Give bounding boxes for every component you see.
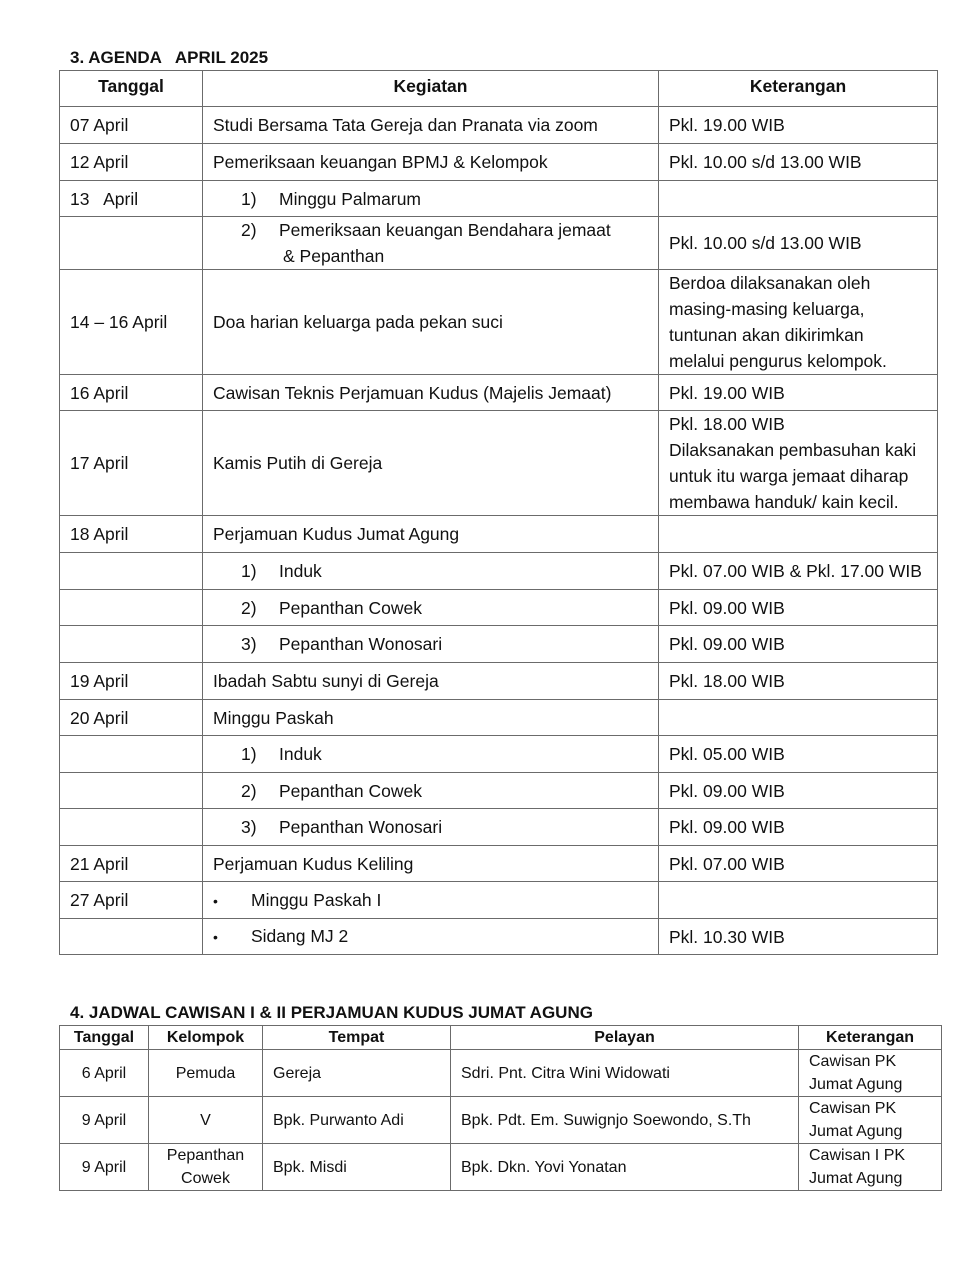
table-row xyxy=(60,1097,942,1144)
cell-kegiatan: Perjamuan Kudus Jumat Agung xyxy=(203,516,659,553)
cell-kegiatan xyxy=(203,809,659,846)
header-tanggal: Tanggal xyxy=(60,1026,149,1050)
header-pelayan: Pelayan xyxy=(451,1026,799,1050)
header-keterangan: Keterangan xyxy=(659,71,938,107)
list-text: Pemeriksaan keuangan Bendahara jemaat xyxy=(279,220,611,240)
table-row xyxy=(60,736,938,773)
cawisan-section-title: 4. JADWAL CAWISAN I & II PERJAMUAN KUDUS JUMAT AGUNG xyxy=(70,1003,593,1022)
keterangan-line: Dilaksanakan pembasuhan kaki xyxy=(669,440,917,460)
cell-kegiatan: Perjamuan Kudus Keliling xyxy=(203,846,659,882)
cell-kegiatan xyxy=(203,181,659,217)
cell-tanggal: 21 April xyxy=(60,846,203,882)
cawisan-table xyxy=(59,1025,942,1191)
cell-tanggal xyxy=(60,553,203,590)
cell-kegiatan: Doa harian keluarga pada pekan suci xyxy=(203,270,659,375)
cell-keterangan: Pkl. 10.00 s/d 13.00 WIB xyxy=(659,217,938,270)
cell-tanggal: 19 April xyxy=(60,663,203,700)
list-number: 2) xyxy=(241,780,257,801)
cell-pelayan: Bpk. Dkn. Yovi Yonatan xyxy=(451,1144,799,1191)
cell-tanggal xyxy=(60,217,203,270)
cell-pelayan: Bpk. Pdt. Em. Suwignjo Soewondo, S.Th xyxy=(451,1097,799,1144)
cell-kegiatan xyxy=(203,773,659,809)
cell-kegiatan: Ibadah Sabtu sunyi di Gereja xyxy=(203,663,659,700)
cell-keterangan: Pkl. 19.00 WIB xyxy=(659,107,938,144)
header-keterangan: Keterangan xyxy=(799,1026,942,1050)
table-row xyxy=(60,181,938,217)
cell-keterangan: Pkl. 10.30 WIB xyxy=(659,919,938,955)
cell-tanggal: 13 April xyxy=(60,181,203,217)
keterangan-line: Jumat Agung xyxy=(809,1076,903,1093)
table-row xyxy=(60,919,938,955)
cell-pelayan: Sdri. Pnt. Citra Wini Widowati xyxy=(451,1050,799,1097)
keterangan-line: tuntunan akan dikirimkan xyxy=(669,325,864,345)
table-row xyxy=(60,1050,942,1097)
cell-tanggal: 20 April xyxy=(60,700,203,736)
cell-kegiatan xyxy=(203,736,659,773)
bullet-icon: • xyxy=(213,892,218,909)
cell-keterangan xyxy=(799,1144,942,1191)
list-text: Sidang MJ 2 xyxy=(251,926,349,946)
keterangan-line: Cawisan PK xyxy=(809,1100,897,1117)
cell-tanggal: 17 April xyxy=(60,411,203,516)
table-row xyxy=(60,846,938,882)
cell-keterangan: Pkl. 18.00 WIB xyxy=(659,663,938,700)
list-text: Induk xyxy=(279,744,322,764)
cawisan-header-row xyxy=(60,1026,942,1050)
cell-kegiatan xyxy=(203,590,659,626)
cell-tanggal: 07 April xyxy=(60,107,203,144)
table-row xyxy=(60,107,938,144)
kelompok-line: Pepanthan xyxy=(166,1147,245,1164)
cell-tempat: Bpk. Purwanto Adi xyxy=(263,1097,451,1144)
list-text: Pepanthan Cowek xyxy=(279,597,423,618)
cell-keterangan: Pkl. 07.00 WIB & Pkl. 17.00 WIB xyxy=(659,553,938,590)
cell-kegiatan: Minggu Paskah xyxy=(203,700,659,736)
keterangan-line: Cawisan PK xyxy=(809,1053,897,1070)
cell-tanggal: 12 April xyxy=(60,144,203,181)
table-row xyxy=(60,144,938,181)
cell-keterangan xyxy=(799,1050,942,1097)
cell-tanggal: 27 April xyxy=(60,882,203,919)
table-row xyxy=(60,217,938,270)
table-row xyxy=(60,590,938,626)
cell-keterangan: Pkl. 10.00 s/d 13.00 WIB xyxy=(659,144,938,181)
cell-kegiatan xyxy=(203,626,659,663)
cell-tanggal: 18 April xyxy=(60,516,203,553)
table-row xyxy=(60,516,938,553)
table-row xyxy=(60,882,938,919)
header-tanggal: Tanggal xyxy=(60,71,203,107)
cell-tanggal xyxy=(60,919,203,955)
keterangan-line: melalui pengurus kelompok. xyxy=(669,351,887,371)
cell-keterangan: Pkl. 19.00 WIB xyxy=(659,375,938,411)
table-row xyxy=(60,270,938,375)
cell-kegiatan xyxy=(203,882,659,919)
bullet-icon: • xyxy=(213,929,218,945)
agenda-header-row xyxy=(60,71,938,107)
table-row xyxy=(60,773,938,809)
cell-keterangan xyxy=(659,181,938,217)
list-number: 1) xyxy=(241,561,257,581)
header-tempat: Tempat xyxy=(263,1026,451,1050)
cell-keterangan: Pkl. 09.00 WIB xyxy=(659,626,938,663)
list-text: Pepanthan Wonosari xyxy=(279,634,443,654)
cell-tanggal: 14 – 16 April xyxy=(60,270,203,375)
list-text: Minggu Palmarum xyxy=(279,188,421,209)
list-number: 1) xyxy=(241,188,257,209)
cell-keterangan xyxy=(659,411,938,516)
list-number: 1) xyxy=(241,744,257,764)
cell-kelompok: V xyxy=(149,1097,263,1144)
cell-tanggal xyxy=(60,590,203,626)
cell-tanggal xyxy=(60,809,203,846)
cell-kegiatan: Kamis Putih di Gereja xyxy=(203,411,659,516)
cell-kelompok: Pemuda xyxy=(149,1050,263,1097)
cell-tanggal: 9 April xyxy=(60,1097,149,1144)
keterangan-line: Berdoa dilaksanakan oleh xyxy=(669,273,871,293)
kelompok-line: Cowek xyxy=(181,1170,230,1187)
cell-kelompok xyxy=(149,1144,263,1191)
keterangan-line: Jumat Agung xyxy=(809,1123,903,1140)
cell-keterangan xyxy=(799,1097,942,1144)
cell-kegiatan: Studi Bersama Tata Gereja dan Pranata via zoom xyxy=(203,107,659,144)
keterangan-line: membawa handuk/ kain kecil. xyxy=(669,492,899,512)
keterangan-line: Cawisan I PK xyxy=(809,1147,906,1164)
list-text: Minggu Paskah I xyxy=(251,889,382,910)
cell-tempat: Bpk. Misdi xyxy=(263,1144,451,1191)
cell-keterangan: Pkl. 09.00 WIB xyxy=(659,590,938,626)
table-row xyxy=(60,411,938,516)
cell-keterangan: Pkl. 07.00 WIB xyxy=(659,846,938,882)
cell-tanggal: 6 April xyxy=(60,1050,149,1097)
table-row xyxy=(60,700,938,736)
cell-kegiatan: Cawisan Teknis Perjamuan Kudus (Majelis Jemaat) xyxy=(203,375,659,411)
table-row xyxy=(60,375,938,411)
cell-tanggal: 16 April xyxy=(60,375,203,411)
list-text-continued: & Pepanthan xyxy=(283,246,385,266)
list-number: 3) xyxy=(241,634,257,654)
cell-keterangan xyxy=(659,882,938,919)
cell-keterangan: Pkl. 05.00 WIB xyxy=(659,736,938,773)
header-kelompok: Kelompok xyxy=(149,1026,263,1050)
cell-keterangan xyxy=(659,700,938,736)
list-text: Induk xyxy=(279,561,322,581)
cell-keterangan xyxy=(659,516,938,553)
cell-keterangan: Pkl. 09.00 WIB xyxy=(659,809,938,846)
cell-tanggal xyxy=(60,773,203,809)
cell-tempat: Gereja xyxy=(263,1050,451,1097)
table-row xyxy=(60,553,938,590)
keterangan-line: Pkl. 18.00 WIB xyxy=(669,414,785,434)
list-number: 3) xyxy=(241,817,257,837)
keterangan-line: Jumat Agung xyxy=(809,1170,903,1187)
agenda-table xyxy=(59,70,938,955)
cell-kegiatan xyxy=(203,919,659,955)
keterangan-line: untuk itu warga jemaat diharap xyxy=(669,466,909,486)
cell-keterangan: Pkl. 09.00 WIB xyxy=(659,773,938,809)
agenda-section-title: 3. AGENDA APRIL 2025 xyxy=(70,48,269,67)
table-row xyxy=(60,626,938,663)
keterangan-line: masing-masing keluarga, xyxy=(669,299,865,319)
list-text: Pepanthan Wonosari xyxy=(279,817,443,837)
cell-tanggal xyxy=(60,736,203,773)
table-row xyxy=(60,663,938,700)
cell-keterangan xyxy=(659,270,938,375)
list-number: 2) xyxy=(241,597,257,618)
cell-kegiatan xyxy=(203,553,659,590)
header-kegiatan: Kegiatan xyxy=(203,71,659,107)
table-row xyxy=(60,809,938,846)
cell-tanggal xyxy=(60,626,203,663)
cell-kegiatan: Pemeriksaan keuangan BPMJ & Kelompok xyxy=(203,144,659,181)
list-number: 2) xyxy=(241,220,257,240)
list-text: Pepanthan Cowek xyxy=(279,780,423,801)
cell-kegiatan xyxy=(203,217,659,270)
table-row xyxy=(60,1144,942,1191)
cell-tanggal: 9 April xyxy=(60,1144,149,1191)
